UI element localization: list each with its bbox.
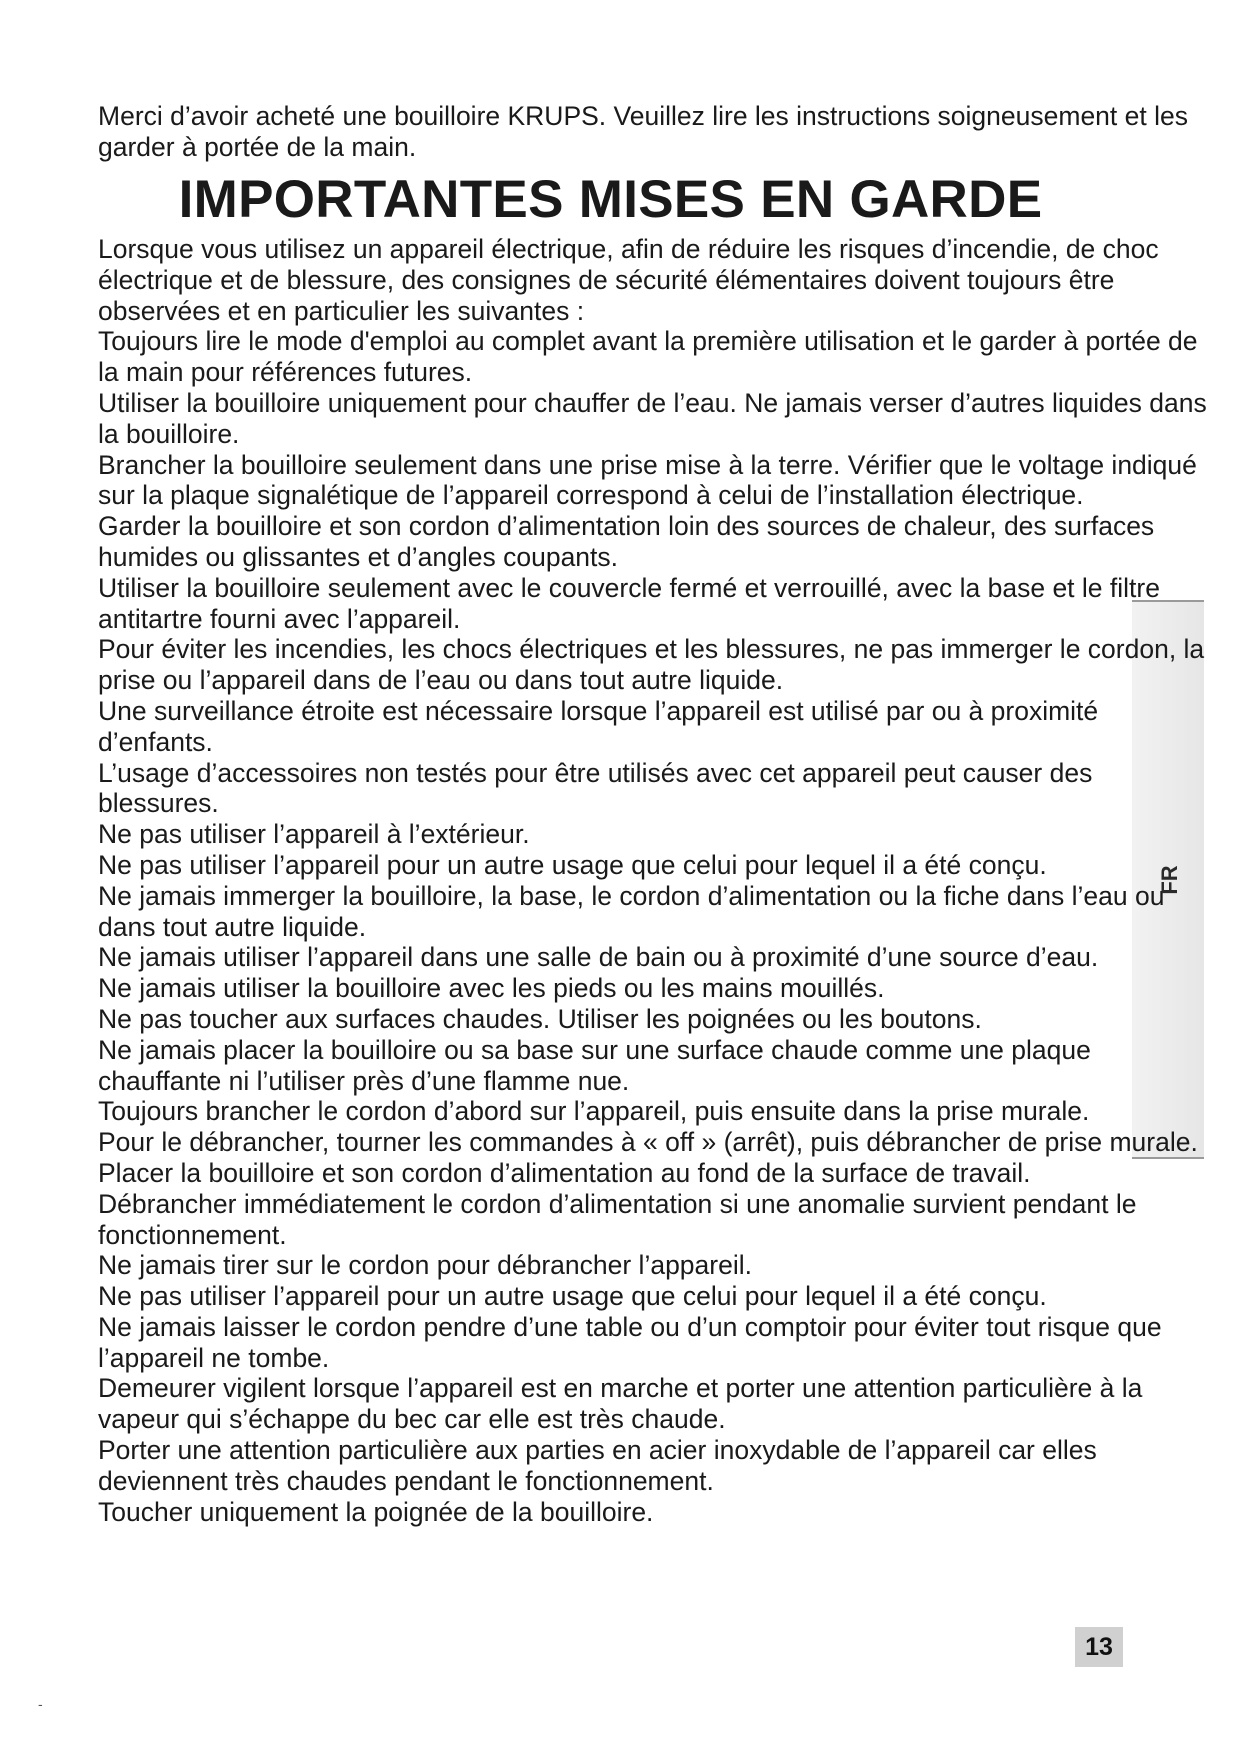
instruction-item: Toujours lire le mode d'emploi au complet avant la première utilisation et le garder à portée de la main pour références futures.: [98, 326, 1198, 388]
instruction-item: L’usage d’accessoires non testés pour être utilisés avec cet appareil peut causer des blessures.: [98, 757, 1093, 819]
instruction-item: Ne pas toucher aux surfaces chaudes. Utiliser les poignées ou les boutons.: [98, 1003, 982, 1034]
instruction-item: Ne jamais tirer sur le cordon pour débrancher l’appareil.: [98, 1250, 752, 1281]
instruction-item: Brancher la bouilloire seulement dans une prise mise à la terre. Vérifier que le voltage indiqué sur la plaque signalétique de l’appareil correspond à celui de l’installation électrique.: [98, 449, 1197, 511]
instruction-item: Ne pas utiliser l’appareil pour un autre usage que celui pour lequel il a été conçu.: [98, 849, 1047, 880]
instruction-item: Ne jamais placer la bouilloire ou sa base sur une surface chaude comme une plaque chauffante ni l’utiliser près d’une flamme nue.: [98, 1034, 1091, 1096]
instruction-item: Débrancher immédiatement le cordon d’alimentation si une anomalie survient pendant le fonctionnement.: [98, 1188, 1137, 1250]
instruction-item: Demeurer vigilent lorsque l’appareil est en marche et porter une attention particulière à la vapeur qui s’échappe du bec car elle est très chaude.: [98, 1373, 1143, 1435]
instruction-item: Ne jamais utiliser l’appareil dans une salle de bain ou à proximité d’une source d’eau.: [98, 942, 1099, 973]
language-tab-label: FR: [1157, 865, 1182, 895]
page-number: 13: [1075, 1627, 1123, 1667]
instruction-item: Toujours brancher le cordon d’abord sur l’appareil, puis ensuite dans la prise murale.: [98, 1096, 1090, 1127]
instruction-item: Toucher uniquement la poignée de la bouilloire.: [98, 1496, 654, 1527]
instruction-item: Placer la bouilloire et son cordon d’alimentation au fond de la surface de travail.: [98, 1157, 1031, 1188]
instruction-item: Ne pas utiliser l’appareil à l’extérieur.: [98, 819, 530, 850]
instruction-item: Ne jamais immerger la bouilloire, la base, le cordon d’alimentation ou la fiche dans l’eau ou dans tout autre liquide.: [98, 880, 1165, 942]
instruction-item: Ne jamais utiliser la bouilloire avec les pieds ou les mains mouillés.: [98, 973, 885, 1004]
instruction-item: Utiliser la bouilloire seulement avec le couvercle fermé et verrouillé, avec la base et le filtre antitartre fourni avec l’appareil.: [98, 572, 1160, 634]
instruction-item: Pour éviter les incendies, les chocs électriques et les blessures, ne pas immerger le cordon, la prise ou l’appareil dans de l’eau ou dans tout autre liquide.: [98, 634, 1205, 696]
instruction-item: Garder la bouilloire et son cordon d’alimentation loin des sources de chaleur, des surfaces humides ou glissantes et d’angles coupants.: [98, 511, 1155, 572]
instruction-item: Porter une attention particulière aux parties en acier inoxydable de l’appareil car elles deviennent très chaudes pendant le fonctionnement.: [98, 1435, 1097, 1496]
instruction-item: Ne jamais laisser le cordon pendre d’une table ou d’un comptoir pour éviter tout risque que l’appareil ne tombe.: [98, 1311, 1162, 1373]
safety-instructions-list: [98, 234, 1208, 1527]
instruction-item: Ne pas utiliser l’appareil pour un autre usage que celui pour lequel il a été conçu.: [98, 1281, 1047, 1312]
corner-mark: -: [38, 1696, 43, 1712]
page-title: IMPORTANTES MISES EN GARDE: [178, 170, 1043, 229]
intro-paragraph: Merci d’avoir acheté une bouilloire KRUPS. Veuillez lire les instructions soigneusement et les garder à portée de la main.: [98, 101, 1188, 162]
instruction-item: Utiliser la bouilloire uniquement pour chauffer de l’eau. Ne jamais verser d’autres liquides dans la bouilloire.: [98, 387, 1207, 449]
instruction-item: Lorsque vous utilisez un appareil électrique, afin de réduire les risques d’incendie, de choc électrique et de blessure, des consignes de sécurité élémentaires doivent toujours être observées et en particulier les suivantes :: [98, 234, 1159, 326]
instruction-item: Pour le débrancher, tourner les commandes à « off » (arrêt), puis débrancher de prise murale.: [98, 1127, 1198, 1158]
instruction-item: Une surveillance étroite est nécessaire lorsque l’appareil est utilisé par ou à proximité d’enfants.: [98, 695, 1099, 757]
